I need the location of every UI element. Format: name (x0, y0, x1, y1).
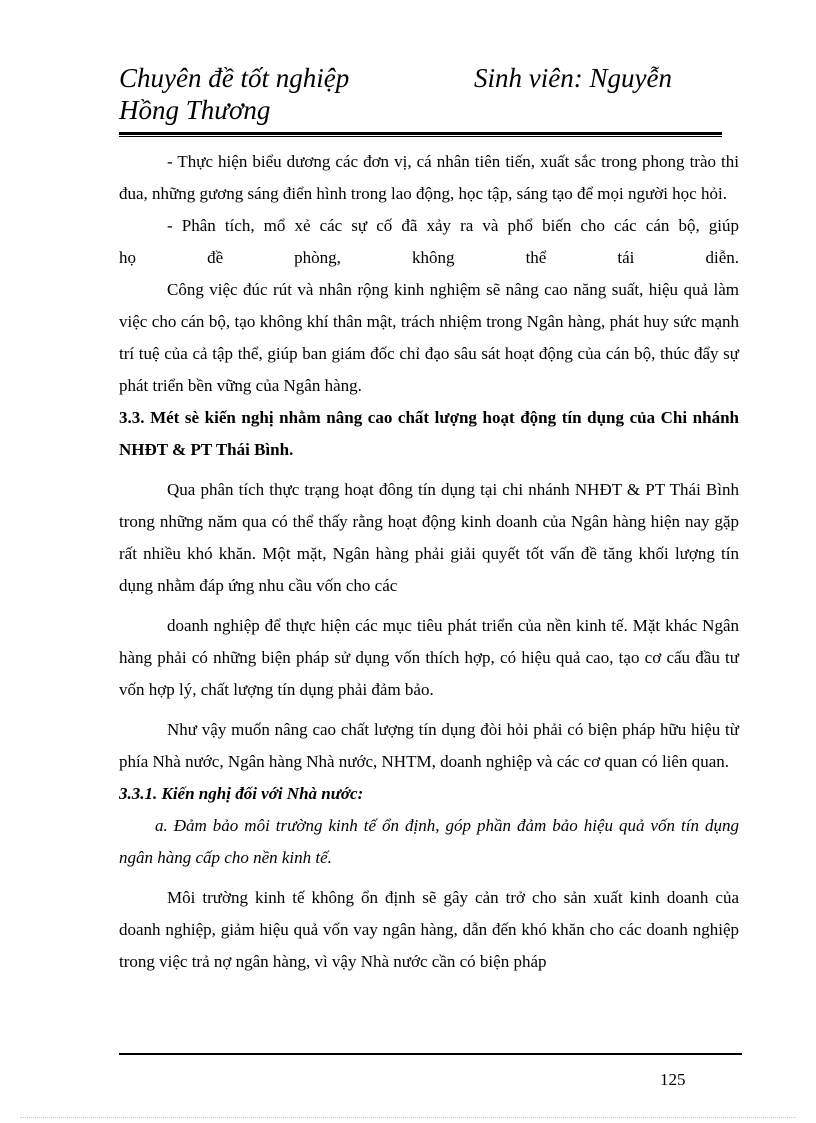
page-number: 125 (660, 1070, 686, 1089)
paragraph-analysis-line1: - Phân tích, mổ xẻ các sự cố đã xảy ra và phổ biến cho các cán bộ, giúp (167, 216, 739, 235)
header-student-name: Sinh viên: Nguyễn (474, 63, 672, 93)
header-divider (119, 132, 722, 137)
paragraph-capital-measures: doanh nghiệp để thực hiện các mục tiêu phát triển của nền kinh tế. Mặt khác Ngân hàng phải có những biện pháp sử dụng vốn thích hợp, có hiệu quả cao, tạo cơ cấu đầu tư vốn hợp lý, chất lượng tín dụng phải đảm bảo. (119, 616, 739, 699)
section-heading-3-3: 3.3. Mét sè kiến nghị nhằm nâng cao chất lượng hoạt động tín dụng của Chi nhánh NHĐT & PT Thái Bình. (119, 408, 739, 459)
italic-recommendation-a: a. Đảm bảo môi trường kinh tế ổn định, góp phần đảm bảo hiệu quả vốn tín dụng ngân hàng cấp cho nền kinh tế. (119, 816, 739, 867)
footer-divider (119, 1053, 742, 1055)
paragraph-commendation: - Thực hiện biểu dương các đơn vị, cá nhân tiên tiến, xuất sắc trong phong trào thi đua, những gương sáng điển hình trong lao động, học tập, sáng tạo để mọi người học hỏi. (119, 152, 739, 203)
paragraph-situation-analysis: Qua phân tích thực trạng hoạt đông tín dụng tại chi nhánh NHĐT & PT Thái Bình trong những năm qua có thể thấy rằng hoạt động kinh doanh của Ngân hàng hiện nay gặp rất nhiều khó khăn. Một mặt, Ngân hàng phải giải quyết tốt vấn đề tăng khối lượng tín dụng nhằm đáp ứng nhu cầu vốn cho các (119, 480, 739, 595)
page-header (119, 62, 719, 126)
paragraph-analysis-line2: họ đề phòng, không thể tái diễn. (119, 248, 739, 267)
header-student-name-continued: Hồng Thương (119, 95, 271, 125)
paragraph-economic-environment: Môi trường kinh tế không ổn định sẽ gây cản trở cho sản xuất kinh doanh của doanh nghiệp, giảm hiệu quả vốn vay ngân hàng, dẫn đến khó khăn cho các doanh nghiệp trong việc trả nợ ngân hàng, vì vậy Nhà nước cần có biện pháp (119, 888, 739, 971)
paragraph-experience: Công việc đúc rút và nhân rộng kinh nghiệm sẽ nâng cao năng suất, hiệu quả làm việc cho cán bộ, tạo không khí thân mật, trách nhiệm trong Ngân hàng, phát huy sức mạnh trí tuệ của cả tập thể, giúp ban giám đốc chỉ đạo sâu sát hoạt động của cán bộ, thúc đẩy sự phát triển bền vững của Ngân hàng. (119, 280, 739, 395)
header-title-line (119, 62, 719, 94)
page-body (119, 146, 739, 978)
spacer (119, 874, 739, 882)
page-bottom-edge (20, 1117, 796, 1118)
paragraph-solution-summary: Như vậy muốn nâng cao chất lượng tín dụng đòi hỏi phải có biện pháp hữu hiệu từ phía Nhà nước, Ngân hàng Nhà nước, NHTM, doanh nghiệp và các cơ quan có liên quan. (119, 720, 739, 771)
subsection-heading-3-3-1: 3.3.1. Kiến nghị đối với Nhà nước: (119, 784, 364, 803)
spacer (119, 706, 739, 714)
spacer (119, 466, 739, 474)
header-document-title: Chuyên đề tốt nghiệp (119, 63, 350, 93)
spacer (119, 602, 739, 610)
